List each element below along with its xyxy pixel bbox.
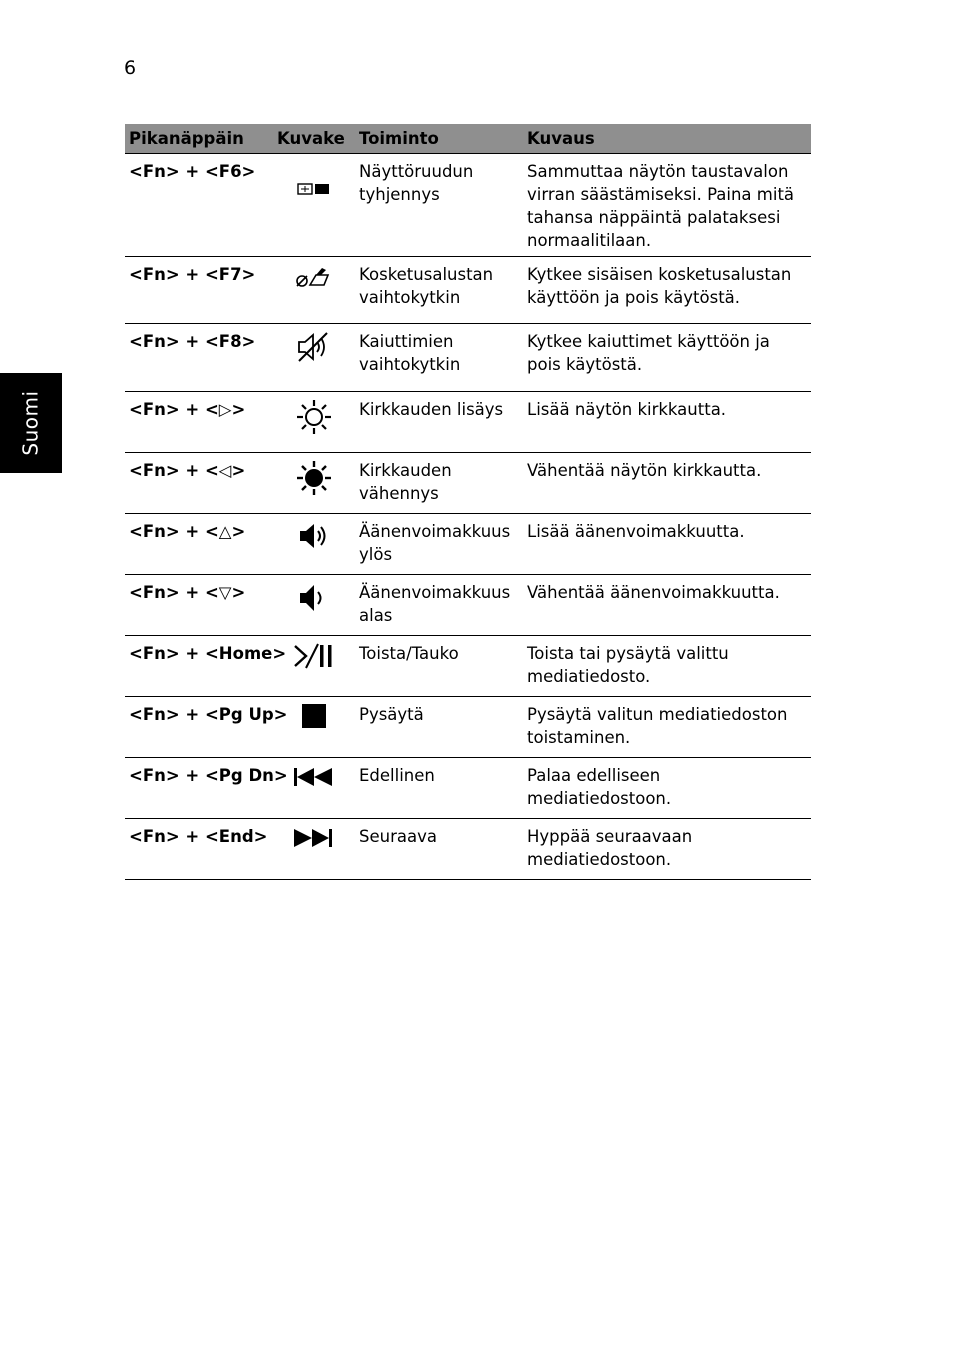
- touchpad-toggle-icon: [294, 263, 334, 291]
- table-row: [125, 514, 811, 575]
- play-pause-icon: [292, 642, 336, 670]
- description-cell: Palaa edelliseen mediatiedostoon.: [523, 758, 811, 819]
- description-cell: Kytkee sisäisen kosketusalustan käyttöön ja pois käytöstä.: [523, 257, 811, 324]
- function-cell: Seuraava: [355, 819, 523, 880]
- description-cell: Toista tai pysäytä valittu mediatiedosto.: [523, 636, 811, 697]
- table-row: [125, 819, 811, 880]
- icon-cell: [273, 819, 355, 880]
- previous-track-icon: [292, 767, 336, 787]
- description-cell: Pysäytä valitun mediatiedoston toistaminen.: [523, 697, 811, 758]
- hotkey-cell: <Fn> + <F7>: [125, 257, 273, 324]
- function-cell: Edellinen: [355, 758, 523, 819]
- icon-cell: [273, 154, 355, 257]
- table-row: [125, 257, 811, 324]
- description-cell: Vähentää näytön kirkkautta.: [523, 453, 811, 514]
- function-cell: Äänenvoimakkuus ylös: [355, 514, 523, 575]
- speaker-mute-icon: [295, 330, 333, 364]
- description-cell: Lisää näytön kirkkautta.: [523, 392, 811, 453]
- table-header-row: [125, 124, 811, 154]
- hotkey-cell: <Fn> + <△>: [125, 514, 273, 575]
- icon-cell: [273, 575, 355, 636]
- description-cell: Sammuttaa näytön taustavalon virran säästämiseksi. Paina mitä tahansa näppäintä palataksesi normaalitilaan.: [523, 154, 811, 257]
- hotkey-cell: <Fn> + <▽>: [125, 575, 273, 636]
- description-cell: Hyppää seuraavaan mediatiedostoon.: [523, 819, 811, 880]
- header-description: Kuvaus: [523, 124, 811, 154]
- table-row: [125, 154, 811, 257]
- page-number: 6: [124, 57, 137, 79]
- icon-cell: [273, 257, 355, 324]
- icon-cell: [273, 324, 355, 392]
- hotkey-table: [125, 124, 811, 880]
- table-row: [125, 392, 811, 453]
- header-icon: Kuvake: [273, 124, 355, 154]
- header-hotkey: Pikanäppäin: [125, 124, 273, 154]
- hotkey-cell: <Fn> + <Pg Up>: [125, 697, 273, 758]
- display-off-icon: [296, 181, 332, 197]
- table-row: [125, 636, 811, 697]
- hotkey-cell: <Fn> + <Pg Dn>: [125, 758, 273, 819]
- function-cell: Kaiuttimien vaihtokytkin: [355, 324, 523, 392]
- header-function: Toiminto: [355, 124, 523, 154]
- stop-icon: [301, 703, 327, 729]
- function-cell: Kosketusalustan vaihtokytkin: [355, 257, 523, 324]
- icon-cell: [273, 453, 355, 514]
- side-tab-label: Suomi: [19, 390, 43, 456]
- volume-down-icon: [296, 581, 332, 615]
- function-cell: Pysäytä: [355, 697, 523, 758]
- hotkey-cell: <Fn> + <◁>: [125, 453, 273, 514]
- description-cell: Kytkee kaiuttimet käyttöön ja pois käytöstä.: [523, 324, 811, 392]
- table-row: [125, 453, 811, 514]
- icon-cell: [273, 514, 355, 575]
- hotkey-cell: <Fn> + <End>: [125, 819, 273, 880]
- table-row: [125, 697, 811, 758]
- hotkey-cell: <Fn> + <F8>: [125, 324, 273, 392]
- hotkey-cell: <Fn> + <F6>: [125, 154, 273, 257]
- function-cell: Äänenvoimakkuus alas: [355, 575, 523, 636]
- brightness-up-icon: [295, 398, 333, 436]
- description-cell: Vähentää äänenvoimakkuutta.: [523, 575, 811, 636]
- table-row: [125, 324, 811, 392]
- table-row: [125, 575, 811, 636]
- description-cell: Lisää äänenvoimakkuutta.: [523, 514, 811, 575]
- brightness-down-icon: [295, 459, 333, 497]
- function-cell: Kirkkauden vähennys: [355, 453, 523, 514]
- function-cell: Toista/Tauko: [355, 636, 523, 697]
- function-cell: Näyttöruudun tyhjennys: [355, 154, 523, 257]
- icon-cell: [273, 392, 355, 453]
- table-row: [125, 758, 811, 819]
- function-cell: Kirkkauden lisäys: [355, 392, 523, 453]
- hotkey-cell: <Fn> + <▷>: [125, 392, 273, 453]
- language-side-tab: [0, 373, 62, 473]
- hotkey-cell: <Fn> + <Home>: [125, 636, 273, 697]
- volume-up-icon: [296, 520, 332, 552]
- next-track-icon: [292, 828, 336, 848]
